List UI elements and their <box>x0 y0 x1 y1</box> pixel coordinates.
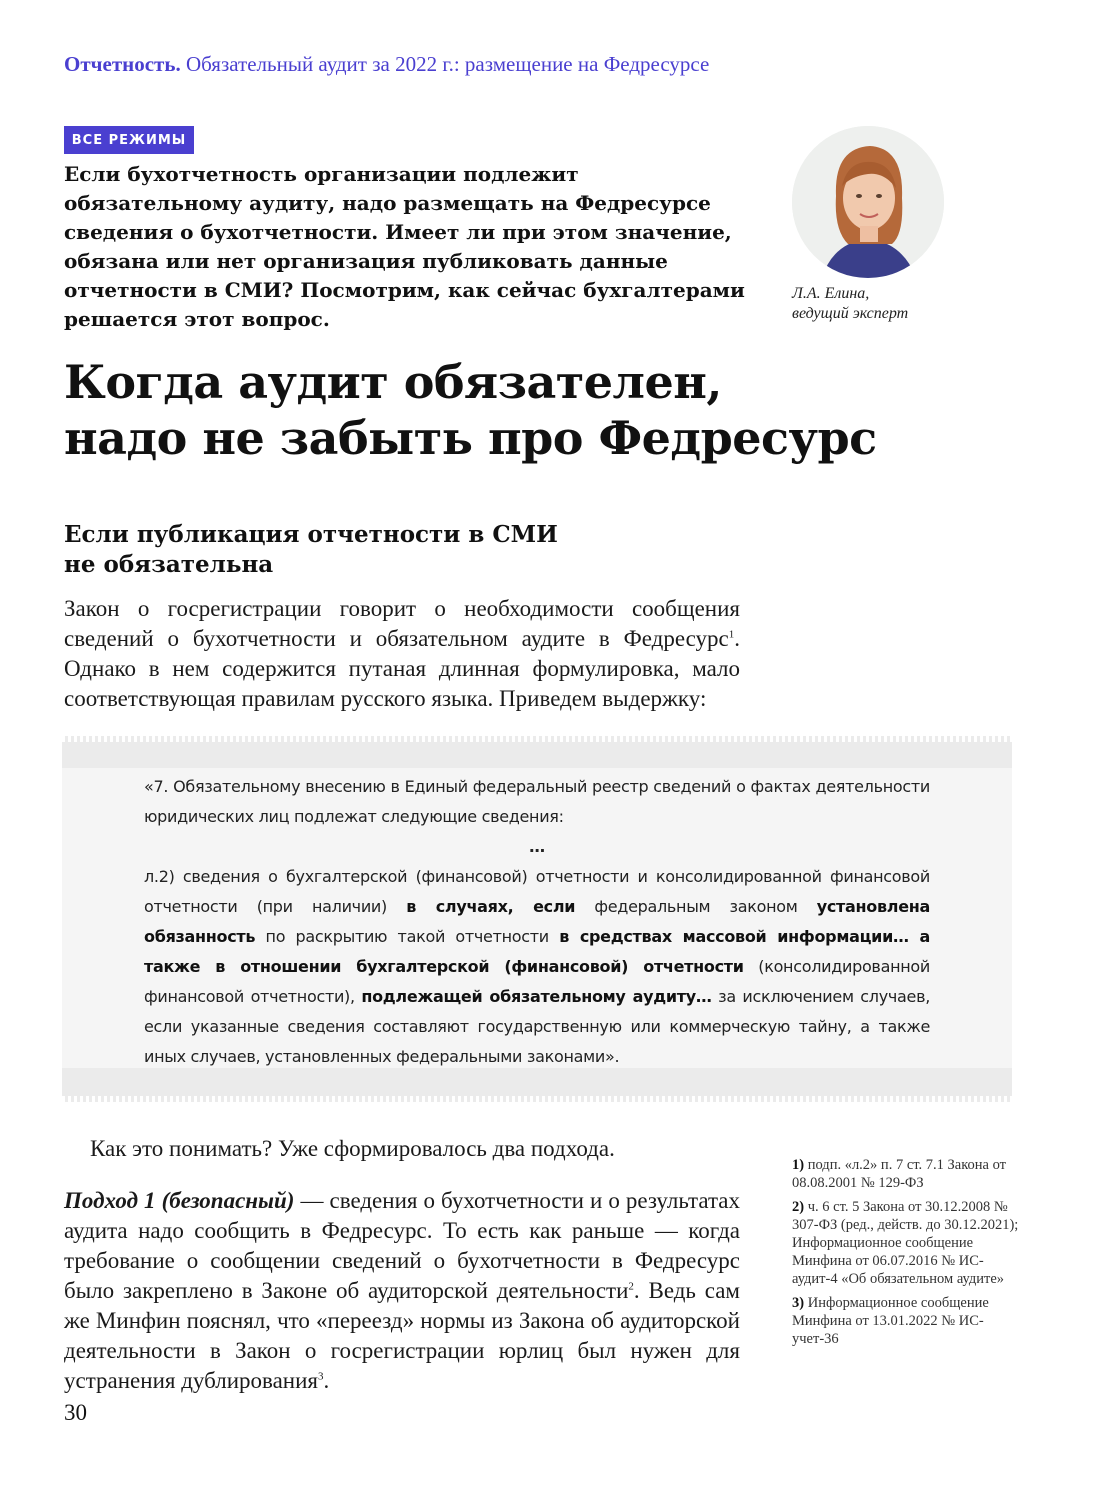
quote-top-edge <box>62 736 1012 742</box>
footnote-ref-2: 2 <box>628 1280 634 1293</box>
page-number: 30 <box>64 1400 87 1425</box>
footnote-1: 1) подп. «л.2» п. 7 ст. 7.1 Закона от 08.08.2001 № 129-ФЗ <box>792 1157 1006 1191</box>
approach-1-paragraph: Подход 1 (безопасный) — сведения о бухотчетности и о результатах аудита надо сообщить в Федресурс. То есть как раньше — когда требование о сообщении сведений о бухотчетности в Федресурс было закреплено в Законе об аудиторской деятельности$^2$. Ведь сам же Минфин пояснял, что «переезд» нормы из Закона об аудиторской деятельности в Закон о госрегистрации юрлиц был нужен для устранения дублирования$^3$. <box>64 1188 741 1393</box>
title-line-2: надо не забыть про Федресурс <box>64 411 877 465</box>
author-name: Л.А. Елина, <box>792 285 870 302</box>
article-title <box>64 354 1024 466</box>
footnote-ref-3: 3 <box>318 1370 324 1383</box>
footnote-3: 3) Информационное сообщение Минфина от 13.01.2022 № ИС-учет-36 <box>792 1295 989 1347</box>
footnote-ref-1: 1 <box>728 628 735 641</box>
quote-ellipsis: … <box>529 837 545 856</box>
author-role: ведущий эксперт <box>792 305 909 322</box>
lead-paragraph: Если бухотчетность организации подлежит обязательному аудиту, надо размещать на Федресурсе сведения о бухотчетности. Имеет ли при этом значение, обязана или нет организация публиковать данные отчетности в СМИ? Посмотрим, как сейчас бухгалтерами решается этот вопрос. <box>64 162 745 331</box>
intro-paragraph: Закон о госрегистрации говорит о необходимости сообщения сведений о бухотчетности и обязательном аудите в Федресурс$^1$. Однако в нем содержится путаная длинная формулировка, мало соответствующая правилам русского языка. Приведем выдержку: <box>64 596 740 711</box>
quote-text <box>144 772 930 1072</box>
running-header <box>64 52 709 77</box>
regime-badge: ВСЕ РЕЖИМЫ <box>64 126 194 154</box>
footnotes <box>792 1156 1022 1354</box>
author-caption <box>792 284 908 324</box>
subtitle-line-2: не обязательна <box>64 551 274 578</box>
law-quote-box <box>62 736 1012 1102</box>
quote-intro: «7. Обязательному внесению в Единый федеральный реестр сведений о фактах деятельности юридических лиц подлежат следующие сведения: <box>144 777 930 826</box>
author-photo <box>792 126 944 278</box>
footnote-2: 2) ч. 6 ст. 5 Закона от 30.12.2008 № 307-ФЗ (ред., действ. до 30.12.2021); Информационное сообщение Минфина от 06.07.2016 № ИС-аудит-4 «Об обязательном аудите» <box>792 1199 1019 1287</box>
title-line-1: Когда аудит обязателен, <box>64 355 722 409</box>
section-label: Отчетность. <box>64 52 181 76</box>
topic-label: Обязательный аудит за 2022 г.: размещение на Федресурсе <box>185 52 710 76</box>
question-paragraph: Как это понимать? Уже сформировалось два подхода. <box>90 1136 615 1161</box>
author-portrait-icon <box>792 126 944 278</box>
quote-bottom-edge <box>62 1096 1012 1102</box>
approach-1-label: Подход 1 (безопасный) <box>64 1188 295 1213</box>
subtitle-line-1: Если публикация отчетности в СМИ <box>64 521 558 548</box>
quote-clause: л.2) сведения о бухгалтерской (финансовой) отчетности и консолидированной финансовой отчетности (при наличии) в случаях, если федеральным законом установлена обязанность по раскрытию такой отчетности в средствах массовой информации… а также в отношении бухгалтерской (финансовой) отчетности (консолидированной финансовой отчетности), подлежащей обязательному аудиту… за исключением случаев, если указанные сведения составляют государственную или коммерческую тайну, а также иных случаев, установленных федеральными законами». <box>144 867 931 1066</box>
section-subtitle <box>64 520 684 580</box>
